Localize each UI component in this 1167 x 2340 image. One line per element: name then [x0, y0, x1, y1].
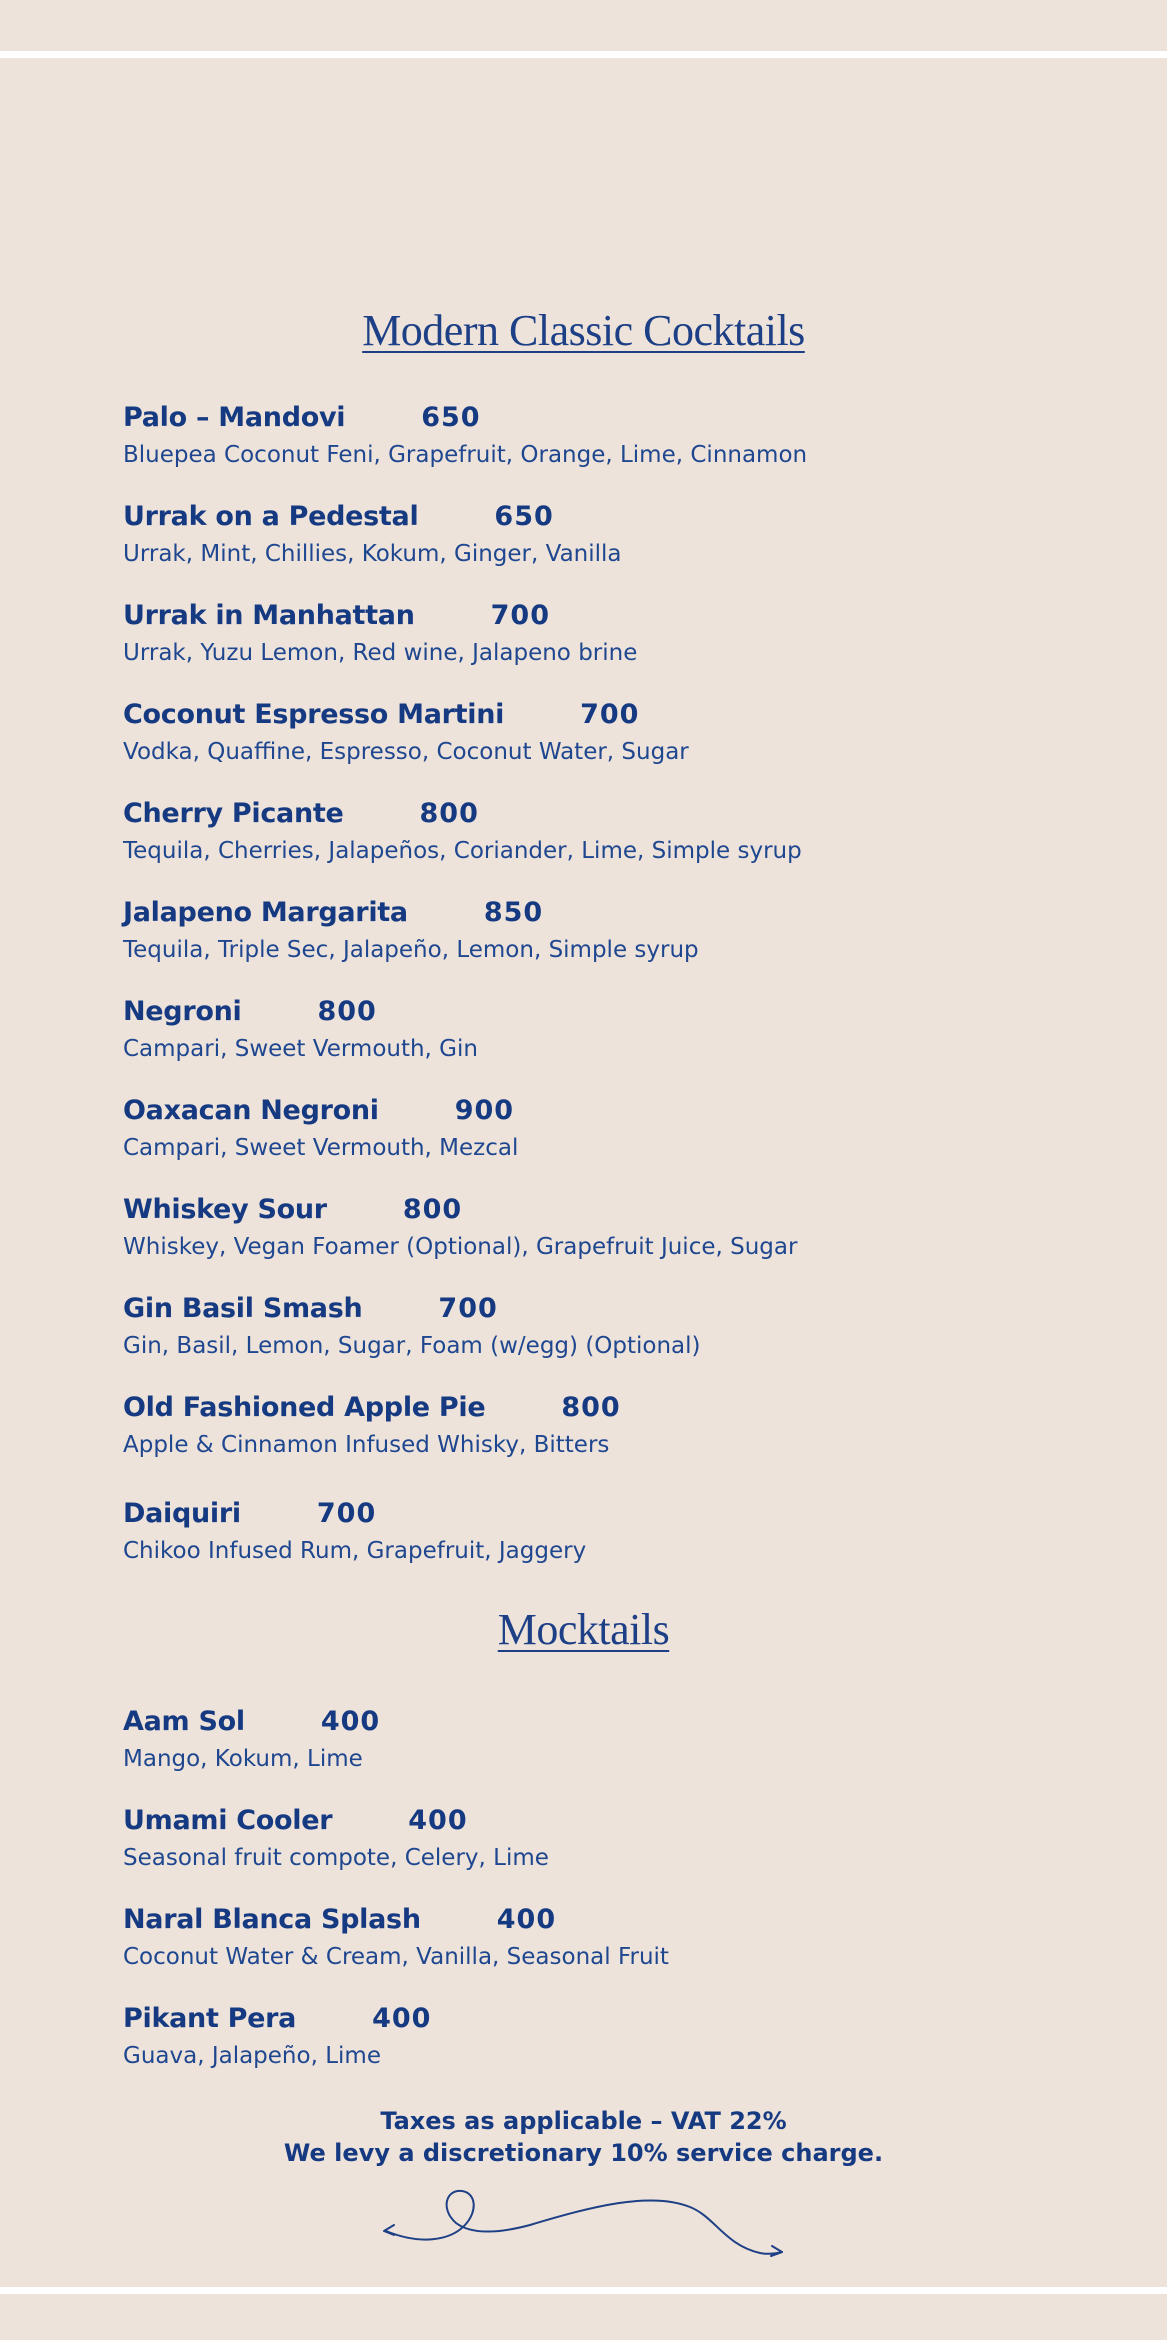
- menu-item-header: [123, 1388, 1083, 1428]
- menu-item-header: [123, 497, 1083, 537]
- menu-item-name: Urrak in Manhattan: [123, 600, 415, 631]
- menu-item-header: [123, 1091, 1083, 1131]
- menu-item-price: 800: [561, 1392, 621, 1423]
- menu-item-description: Whiskey, Vegan Foamer (Optional), Grapefruit Juice, Sugar: [123, 1234, 798, 1260]
- menu-item-name: Whiskey Sour: [123, 1194, 327, 1225]
- menu-item: [123, 992, 1083, 1091]
- menu-item-price: 800: [402, 1194, 463, 1225]
- menu-item-header: [123, 893, 1083, 933]
- menu-item-name: Gin Basil Smash: [123, 1293, 363, 1324]
- menu-item: [123, 1190, 1083, 1289]
- menu-item-name: Cherry Picante: [123, 798, 344, 829]
- menu-item-header: [123, 1494, 1083, 1534]
- menu-item-price: 800: [317, 996, 377, 1027]
- menu-item-description: Vodka, Quaffine, Espresso, Coconut Water, Sugar: [123, 739, 689, 765]
- menu-item-name: Umami Cooler: [123, 1805, 333, 1836]
- menu-item-description: Mango, Kokum, Lime: [123, 1746, 363, 1772]
- tax-note: Taxes as applicable – VAT 22%: [380, 2107, 787, 2135]
- service-charge-note: We levy a discretionary 10% service charge.: [283, 2139, 884, 2167]
- menu-item-name: Naral Blanca Splash: [123, 1904, 421, 1935]
- menu-item-name: Daiquiri: [123, 1498, 241, 1529]
- menu-item-header: [123, 1900, 1083, 1940]
- menu-item-price: 700: [438, 1293, 498, 1324]
- menu-item-header: [123, 1999, 1083, 2039]
- menu-item-description: Chikoo Infused Rum, Grapefruit, Jaggery: [123, 1538, 587, 1564]
- menu-item: [123, 1388, 1083, 1494]
- menu-item: [123, 1702, 1083, 1801]
- swirl-arrow-flourish-icon: [380, 2185, 790, 2265]
- menu-item-price: 800: [419, 798, 479, 829]
- menu-item-header: [123, 1801, 1083, 1841]
- menu-item-price: 700: [580, 699, 640, 730]
- mocktails-section-title: Mocktails: [497, 1605, 670, 1654]
- menu-item-price: 650: [421, 402, 481, 433]
- menu-item-description: Tequila, Triple Sec, Jalapeño, Lemon, Simple syrup: [123, 937, 699, 963]
- menu-item-description: Coconut Water & Cream, Vanilla, Seasonal Fruit: [123, 1944, 669, 1970]
- menu-item-name: Aam Sol: [123, 1706, 245, 1737]
- menu-item-header: [123, 596, 1083, 636]
- menu-item-description: Bluepea Coconut Feni, Grapefruit, Orange, Lime, Cinnamon: [123, 442, 808, 468]
- menu-item-description: Gin, Basil, Lemon, Sugar, Foam (w/egg) (Optional): [123, 1333, 701, 1359]
- menu-item: [123, 1999, 1083, 2098]
- menu-item-header: [123, 1702, 1083, 1742]
- menu-item-name: Old Fashioned Apple Pie: [123, 1392, 486, 1423]
- menu-item-price: 700: [316, 1498, 377, 1529]
- mocktails-list: [123, 1702, 1083, 2098]
- menu-item: [123, 1900, 1083, 1999]
- menu-item-name: Urrak on a Pedestal: [123, 501, 419, 532]
- menu-item: [123, 497, 1083, 596]
- menu-item-price: 400: [496, 1904, 557, 1935]
- menu-item-price: 850: [483, 897, 544, 928]
- menu-item-name: Pikant Pera: [123, 2003, 297, 2034]
- menu-item-name: Coconut Espresso Martini: [123, 699, 505, 730]
- menu-item-header: [123, 1190, 1083, 1230]
- menu-item-header: [123, 1289, 1083, 1329]
- menu-item: [123, 695, 1083, 794]
- menu-item: [123, 1091, 1083, 1190]
- menu-item-name: Palo – Mandovi: [123, 402, 346, 433]
- menu-item-header: [123, 398, 1083, 438]
- menu-item: [123, 398, 1083, 497]
- menu-item-price: 700: [490, 600, 550, 631]
- top-border-band: [0, 51, 1167, 58]
- menu-item-description: Urrak, Yuzu Lemon, Red wine, Jalapeno brine: [123, 640, 638, 666]
- menu-item: [123, 596, 1083, 695]
- cocktails-list: [123, 398, 1083, 1593]
- menu-item: [123, 1801, 1083, 1900]
- menu-item-name: Negroni: [123, 996, 242, 1027]
- menu-item-price: 400: [408, 1805, 468, 1836]
- bottom-border-band: [0, 2287, 1167, 2294]
- menu-item-header: [123, 794, 1083, 834]
- menu-item-description: Urrak, Mint, Chillies, Kokum, Ginger, Vanilla: [123, 541, 622, 567]
- menu-item-name: Jalapeno Margarita: [123, 897, 408, 928]
- menu-item-price: 400: [320, 1706, 381, 1737]
- menu-item-description: Guava, Jalapeño, Lime: [123, 2043, 381, 2069]
- menu-item-name: Oaxacan Negroni: [123, 1095, 379, 1126]
- menu-item-description: Tequila, Cherries, Jalapeños, Coriander, Lime, Simple syrup: [123, 838, 802, 864]
- footer-notes: [0, 2105, 1167, 2169]
- menu-item-description: Campari, Sweet Vermouth, Mezcal: [123, 1135, 519, 1161]
- menu-item-description: Campari, Sweet Vermouth, Gin: [123, 1036, 478, 1062]
- menu-item: [123, 1494, 1083, 1593]
- menu-item-price: 650: [494, 501, 554, 532]
- menu-item-header: [123, 695, 1083, 735]
- menu-item-price: 900: [454, 1095, 515, 1126]
- menu-item: [123, 1289, 1083, 1388]
- menu-item-description: Seasonal fruit compote, Celery, Lime: [123, 1845, 549, 1871]
- menu-item-description: Apple & Cinnamon Infused Whisky, Bitters: [123, 1432, 610, 1458]
- menu-item-header: [123, 992, 1083, 1032]
- menu-item: [123, 893, 1083, 992]
- menu-item: [123, 794, 1083, 893]
- menu-item-price: 400: [372, 2003, 432, 2034]
- cocktails-section-title: Modern Classic Cocktails: [362, 306, 805, 355]
